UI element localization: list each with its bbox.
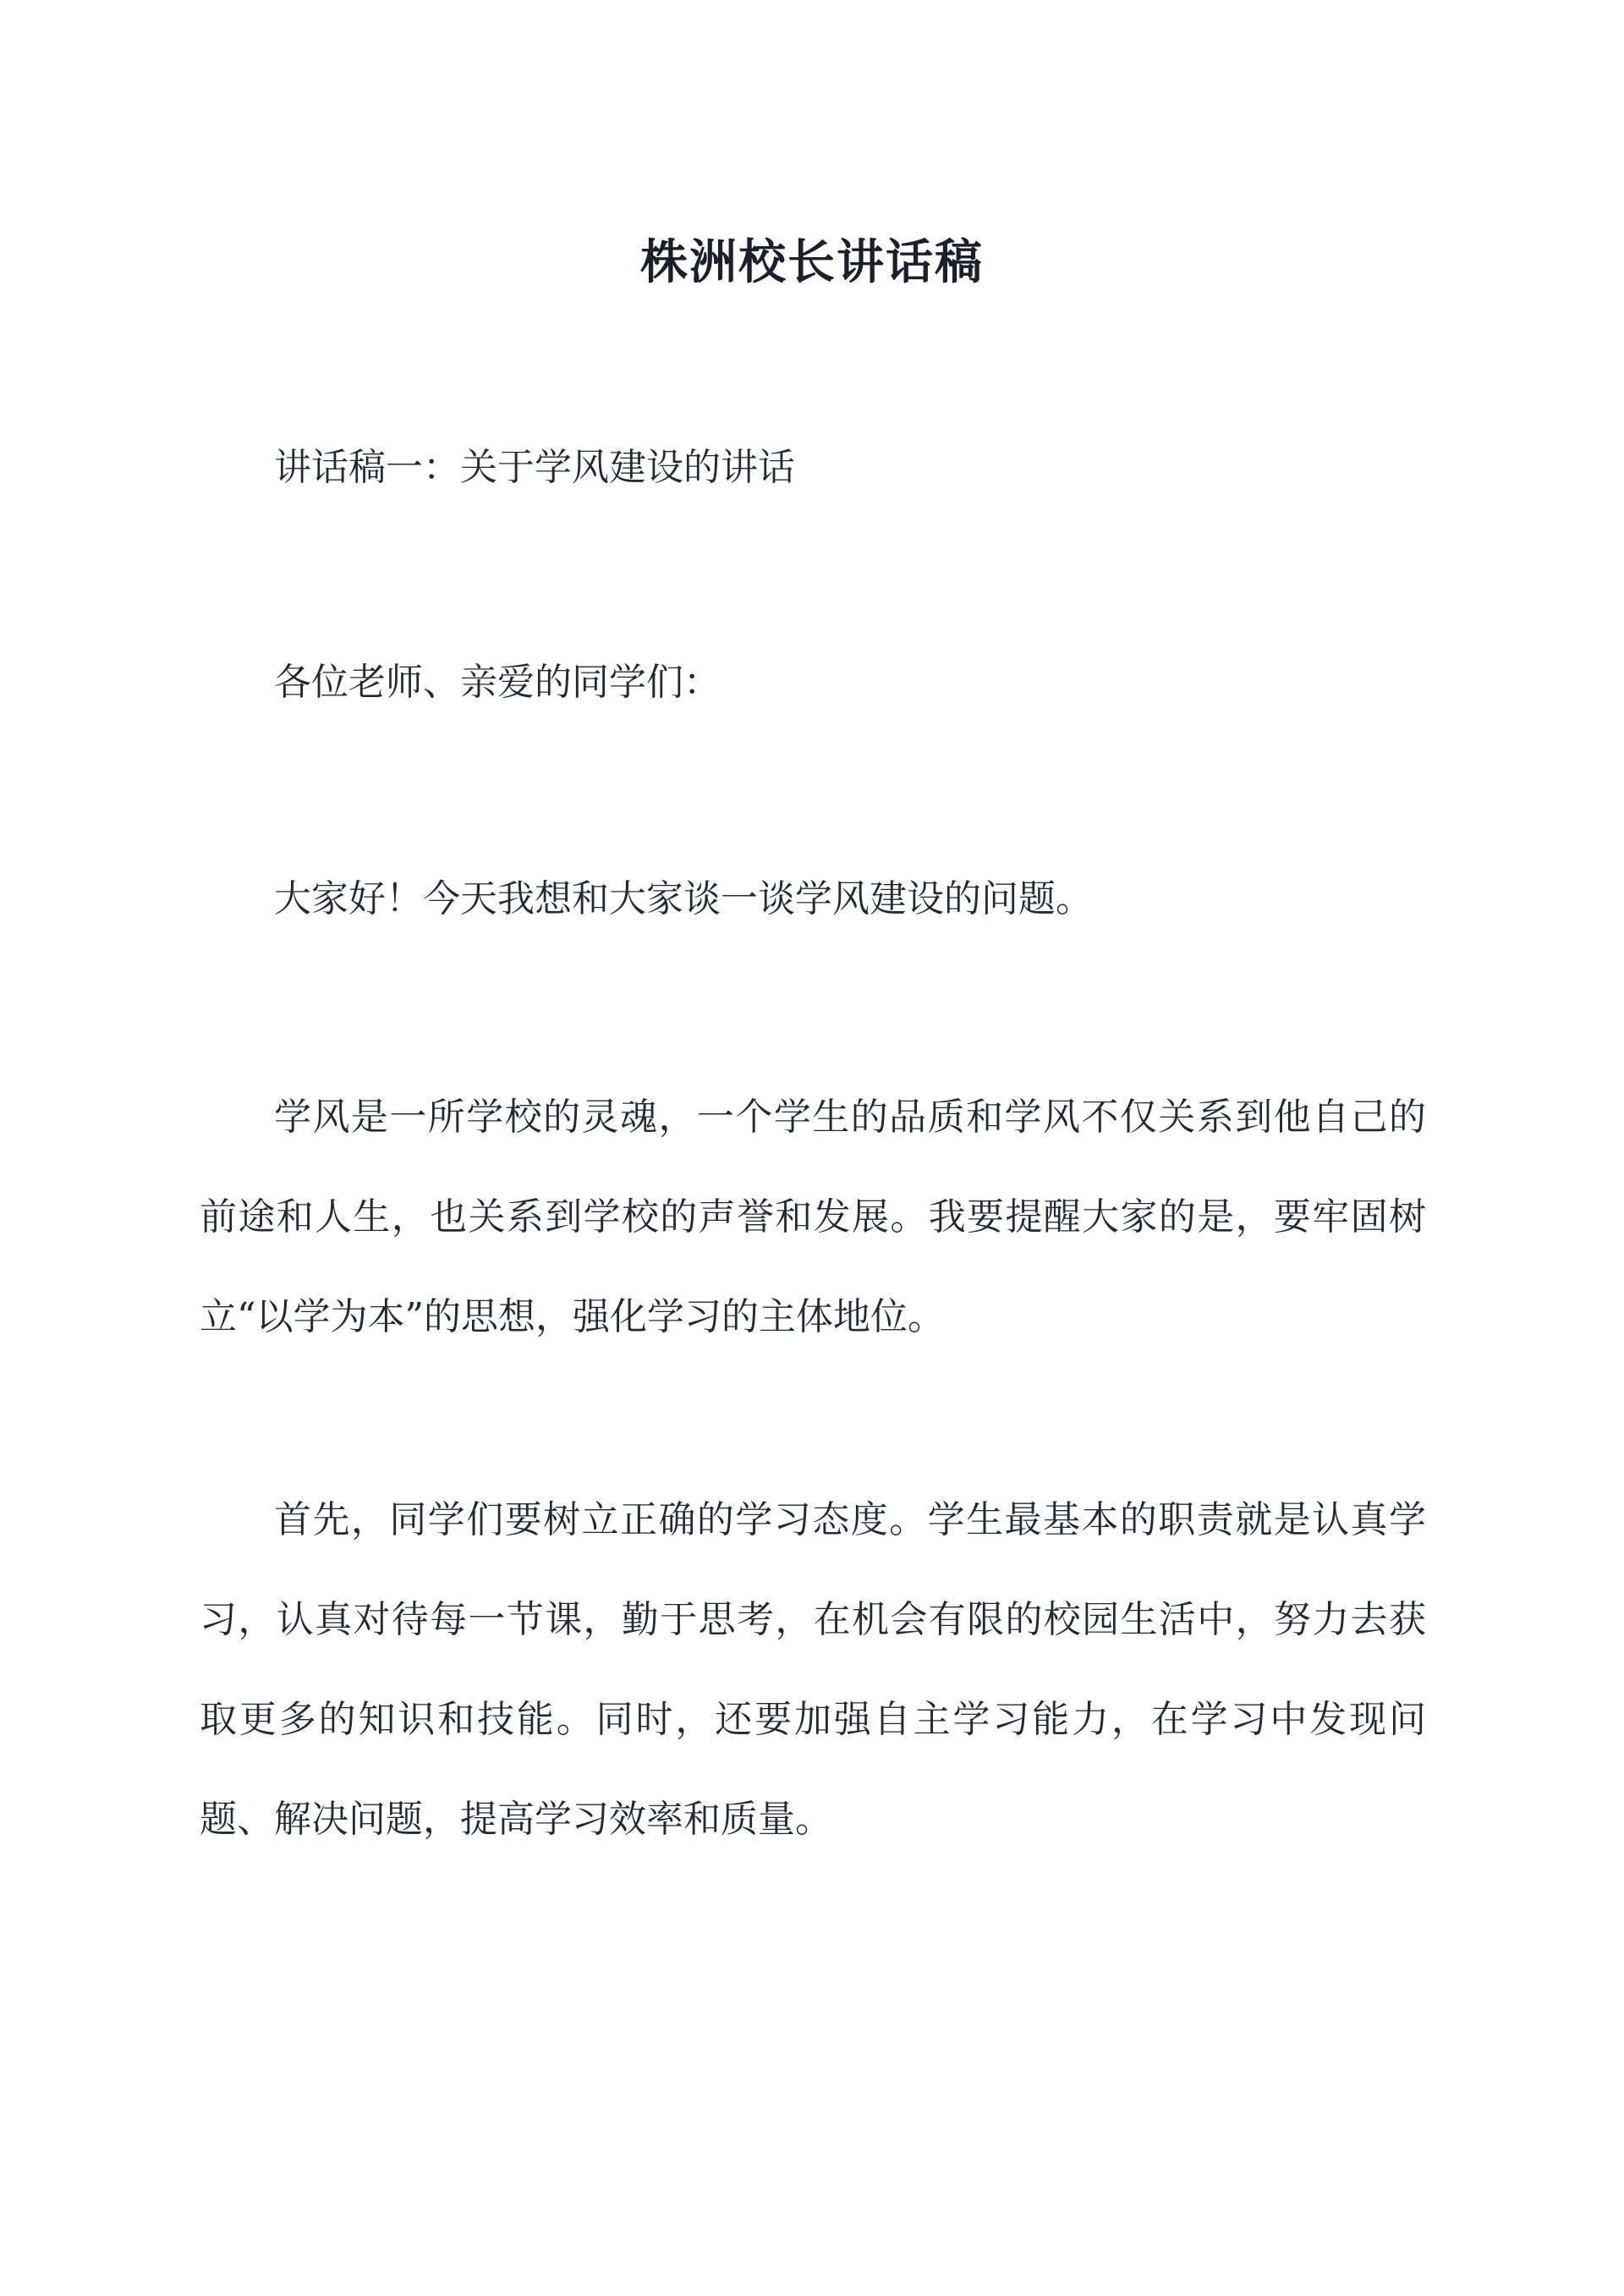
body-paragraph-attitude: 首先，同学们要树立正确的学习态度。学生最基本的职责就是认真学习，认真对待每一节课，勤于思考，在机会有限的校园生活中，努力去获取更多的知识和技能。同时，还要加强自主学习能力，在学习中发现问题、解决问题，提高学习效率和质量。 — [200, 1498, 1426, 1841]
speech-heading: 讲话稿一：关于学风建设的讲话 — [274, 446, 795, 489]
document-title: 株洲校长讲话稿 — [640, 233, 984, 290]
salutation: 各位老师、亲爱的同学们： — [274, 661, 721, 704]
greeting-paragraph: 大家好！今天我想和大家谈一谈学风建设的问题。 — [274, 877, 1093, 920]
body-paragraph-study-style: 学风是一所学校的灵魂，一个学生的品质和学风不仅关系到他自己的前途和人生，也关系到学校的声誉和发展。我要提醒大家的是，要牢固树立“以学为本”的思想，强化学习的主体地位。 — [200, 1096, 1426, 1338]
